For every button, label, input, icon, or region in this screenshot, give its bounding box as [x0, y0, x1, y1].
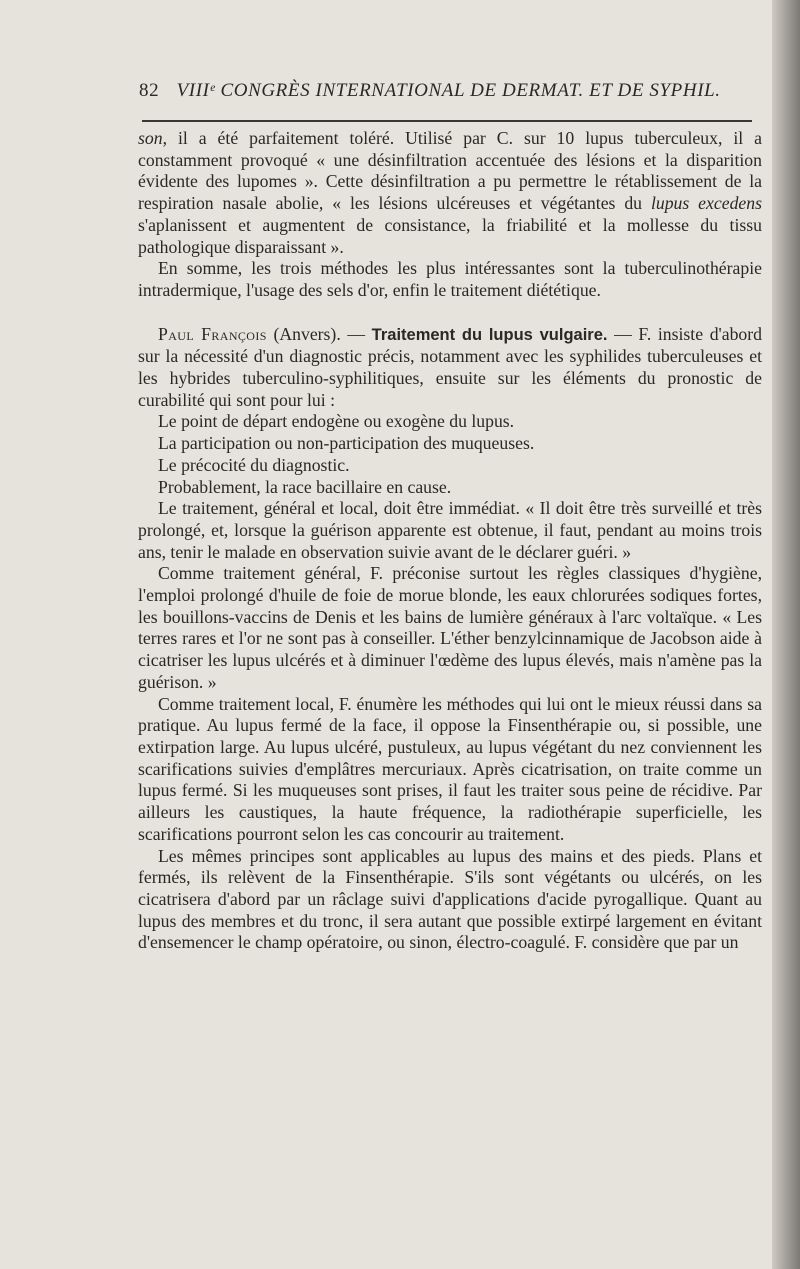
paragraph: Comme traitement général, F. préconise surtout les règles classiques d'hygiène, l'emploi prolongé d'huile de foie de morue blonde, les eaux chlorurées sodiques fortes, les bouillons-vaccins de Denis et les bains de lumière généraux à l'arc voltaïque. « Les terres rares et l'or ne sont pas à conseiller. L'éther benzylcinnamique de Jacobson aide à cicatriser les lupus ulcérés et à diminuer l'œdème des lupus élevés, mais n'amène pas la guérison. » [138, 563, 762, 692]
latin-term: lupus excedens [650, 193, 762, 214]
list-item: Le précocité du diagnostic. [158, 454, 350, 475]
header-rule [142, 120, 752, 122]
page-body [138, 128, 762, 954]
paragraph: Le traitement, général et local, doit être immédiat. « Il doit être très surveillé et très prolongé, et, lorsque la guérison apparente est obtenue, il faut, pendant au moins trois ans, tenir le malade en observation suivie avant de le déclarer guéri. » [138, 498, 762, 562]
paragraph: Les mêmes principes sont applicables au lupus des mains et des pieds. Plans et fermés, ils relèvent de la Finsenthérapie. S'ils sont végétants ou ulcérés, on les cicatrisera d'abord par un râclage suivi d'applications d'acide pyrogallique. Quant au lupus des membres et du tronc, il sera autant que possible extirpé largement en évitant d'ensemencer le champ opératoire, ou sinon, électro-coagulé. F. considère que par un [138, 845, 762, 953]
author-name: Paul François [158, 323, 267, 344]
page-number: 82 [139, 80, 160, 101]
running-header [139, 80, 759, 102]
list-item: Probablement, la race bacillaire en cause. [158, 476, 452, 497]
running-title: VIIIᵉ CONGRÈS INTERNATIONAL DE DERMAT. ET DE SYPHIL. [176, 80, 721, 101]
list-item: La participation ou non-participation des muqueuses. [158, 433, 535, 454]
book-gutter-shadow [772, 0, 800, 1269]
author-location: (Anvers). — [266, 323, 372, 344]
article-intro [138, 324, 762, 412]
paragraph: Comme traitement local, F. énumère les méthodes qui lui ont le mieux réussi dans sa pratique. Au lupus fermé de la face, il oppose la Finsenthérapie ou, si possible, une extirpation large. Au lupus ulcéré, pustuleux, au lupus végétant du nez conviennent les scarifications suivies d'emplâtres mercuriaux. Après cicatrisation, on traite comme un lupus fermé. Si les muqueuses sont prises, il faut les traiter sous peine de récidive. Par ailleurs les caustiques, la haute fréquence, la radiothérapie superficielle, les scarifications pourront selon les cas concourir au traitement. [138, 693, 762, 844]
paragraph-text: , il a été parfaitement toléré. Utilisé par C. sur 10 lupus tuberculeux, il a constamment provoqué « une désinfiltration accentuée des lésions et la disparition évidente des lupomes ». Cette désinfiltration a pu permettre le rétablissement de la respiration nasale abolie, « les lésions ulcéreuses et végétantes du [138, 128, 762, 214]
paragraph-text: s'aplanissent et augmentent de consistance, la friabilité et la mollesse du tissu pathologique disparaissant ». [138, 214, 762, 257]
emphasized-word: son [138, 128, 163, 148]
article-title: Traitement du lupus vulgaire. [371, 325, 608, 344]
intro-text: — F. insiste d'abord sur la nécessité d'un diagnostic précis, notamment avec les syphilides tuberculeuses et les hybrides tuberculino-syphilitiques, ensuite sur les éléments du pronostic de curabilité qui sont pour lui : [138, 323, 762, 410]
list-item: Le point de départ endogène ou exogène du lupus. [158, 411, 515, 432]
paragraph [138, 128, 762, 258]
section-spacer [138, 302, 762, 324]
paragraph: En somme, les trois méthodes les plus intéressantes sont la tuberculinothérapie intradermique, l'usage des sels d'or, enfin le traitement diététique. [138, 258, 762, 300]
